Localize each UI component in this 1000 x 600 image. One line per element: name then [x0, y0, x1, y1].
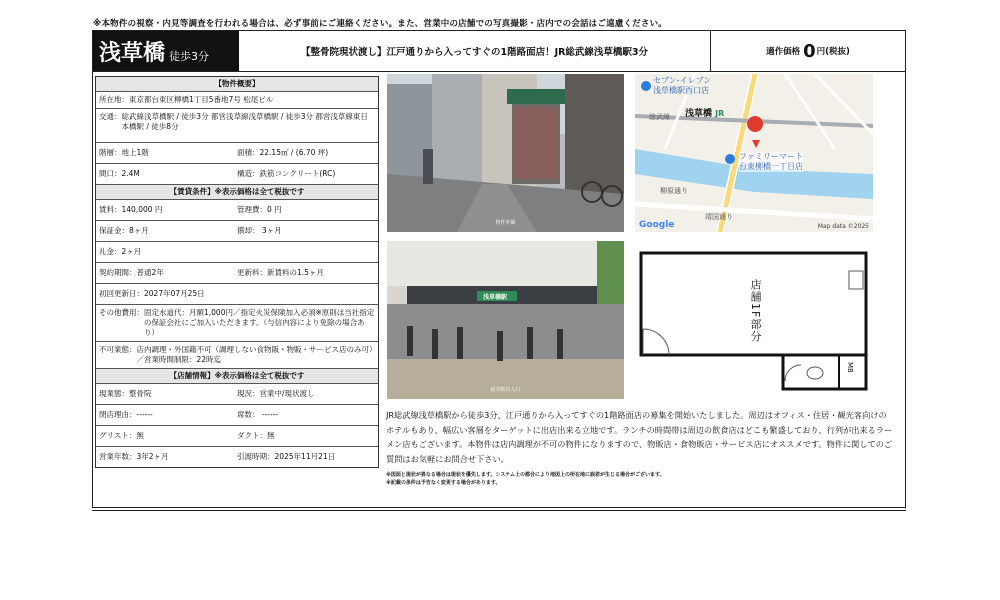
price-box — [711, 31, 905, 71]
description: JR総武線浅草橋駅から徒歩3分、江戸通りから入ってすぐの1階路面店の募集を開始いたしました。周辺はオフィス・住居・観光客向けのホテルもあり、幅広い客層をターゲットに出店出来る立地です。ランチの時間帯は周辺の飲食店はどこも繁盛しており、行列が出来るラーメン店もございます。本物件は店内調理が不可の物件になりますので、物販店・食物販店・サービス店にオススメです。物件に関してのご質問はお気軽にお問合せ下さい。 — [386, 410, 893, 464]
contract-row — [96, 263, 378, 284]
exterior-photo — [387, 74, 624, 232]
road-yanagihara: 柳原通り — [660, 187, 688, 195]
frontage-value: 間口：2.4M — [99, 169, 140, 178]
other-fees-row — [96, 305, 378, 342]
map-line-label: 総武線 — [649, 113, 670, 121]
station-box — [93, 31, 239, 71]
poi-seven-eleven — [653, 76, 711, 96]
price-value: 0 — [803, 40, 816, 62]
frontage-structure-row — [96, 164, 378, 185]
price-unit: 円(税抜) — [816, 47, 850, 57]
station-caption: 最寄駅出入口 — [490, 387, 521, 393]
poi2-line1: ファミリーマート — [739, 152, 803, 161]
station-sign: 浅草橋駅 — [483, 294, 508, 301]
property-table — [95, 76, 379, 468]
key-money-value: 礼金：2ヶ月 — [99, 247, 142, 256]
price-label: 適作価格 — [766, 47, 801, 57]
station-name: 浅草橋 — [99, 41, 166, 66]
floor-value: 階層：地上1階 — [99, 148, 149, 157]
walk-time: 徒歩3分 — [169, 50, 210, 63]
current-type-value: 現業態：整骨院 — [99, 389, 152, 398]
mgmt-value: 管理費：0 円 — [237, 205, 282, 214]
map-station-name: 浅草橋 — [685, 109, 713, 119]
contract-value: 契約期間：普通2年 — [99, 268, 164, 277]
years-row — [96, 447, 378, 467]
map-credit: Map data ©2025 — [817, 223, 869, 230]
floor-plan-label: 店舗1F部分 — [749, 279, 762, 343]
deposit-row — [96, 221, 378, 242]
amort-value: 償却： 3ヶ月 — [237, 226, 282, 235]
jr-icon: JR — [715, 109, 725, 118]
map[interactable] — [635, 74, 873, 232]
access-label: 交通： — [99, 112, 122, 121]
station-photo-illustration — [387, 241, 624, 399]
address-value: 東京都台東区柳橋1丁目5番地7号 松尾ビル — [129, 95, 274, 104]
mb-label: MB — [846, 362, 854, 373]
seats-value: 席数： ------ — [237, 410, 279, 419]
property-sheet — [92, 30, 906, 508]
poi1-line1: セブン-イレブン — [653, 76, 712, 85]
exterior-caption: 物件外観 — [495, 220, 516, 226]
ng-label: 不可業態： — [99, 345, 137, 354]
section-store: 【店舗情報】※表示価格は全て税抜です — [96, 369, 378, 384]
ng-value: 店内調理・外国籍不可（調理しない食物販・物販・サービス店のみ可）／営業時間制限：22時迄 — [136, 345, 373, 364]
section-lease: 【賃貸条件】※表示価格は全て税抜です — [96, 185, 378, 200]
other-value: 固定水道代：月額1,000円／指定火災保険加入必須※原則は当社指定の保証会社にご加入いただきます。（与信内容により免除の場合あり） — [144, 308, 375, 337]
footnote-1: ※図面と現状が異なる場合は現状を優先します。システム上の都合により地図上の所在地に誤差が生じる場合がございます。 — [386, 472, 665, 478]
poi1-line2: 浅草橋駅西口店 — [653, 86, 709, 95]
access-value: 総武線浅草橋駅 / 徒歩3分 都営浅草線浅草橋駅 / 徒歩3分 都営浅草線東日本橋駅 / 徒歩8分 — [121, 112, 368, 131]
header — [93, 31, 905, 72]
renewal-value: 更新料：新賃料の1.5ヶ月 — [237, 268, 324, 277]
rent-row — [96, 200, 378, 221]
handover-value: 引渡時期：2025年11月21日 — [237, 452, 336, 461]
address-row — [96, 92, 378, 109]
deposit-value: 保証金：8ヶ月 — [99, 226, 149, 235]
key-money-row — [96, 242, 378, 263]
notice: ※本物件の視察・内見等調査を行われる場合は、必ず事前にご連絡ください。また、営業中の店舗での写真撮影・店内での会話はご遠慮ください。 — [93, 19, 667, 29]
address-label: 所在地： — [99, 95, 129, 104]
closing-reason-value: 閉店理由：------ — [99, 410, 153, 419]
road-yasukuni: 靖国通り — [705, 213, 733, 221]
floor-plan — [635, 241, 873, 399]
access-row — [96, 109, 378, 143]
ng-business-row — [96, 342, 378, 369]
listing-title: 【整骨院現状渡し】江戸通りから入ってすぐの1階路面店！JR総武線浅草橋駅3分 — [239, 31, 711, 71]
poi-familymart — [739, 152, 803, 172]
floor-area-row — [96, 143, 378, 164]
first-renewal-value: 初回更新日：2027年07月25日 — [99, 289, 205, 298]
structure-value: 構造：鉄筋コンクリート(RC) — [237, 169, 336, 178]
station-photo — [387, 241, 624, 399]
exterior-photo-illustration — [387, 74, 624, 232]
rent-value: 賃料：140,000 円 — [99, 205, 163, 214]
current-type-row — [96, 384, 378, 405]
grease-row — [96, 426, 378, 447]
duct-value: ダクト：無 — [237, 431, 275, 440]
years-value: 営業年数：3年2ヶ月 — [99, 452, 169, 461]
grease-value: グリスト：無 — [99, 431, 144, 440]
google-logo: Google — [639, 220, 675, 230]
bottom-rule — [92, 510, 906, 511]
first-renewal-row — [96, 284, 378, 305]
map-station-label — [685, 106, 724, 119]
poi2-line2: 台東柳橋一丁目店 — [739, 162, 803, 171]
current-state-value: 現況：営業中/現状渡し — [237, 389, 315, 398]
footnote-2: ※記載の条件は予告なく変更する場合があります。 — [386, 480, 501, 486]
other-label: その他費用： — [99, 308, 144, 317]
area-value: 面積：22.15㎡ / (6.70 坪) — [237, 148, 329, 157]
closing-row — [96, 405, 378, 426]
section-overview: 【物件概要】 — [96, 77, 378, 92]
